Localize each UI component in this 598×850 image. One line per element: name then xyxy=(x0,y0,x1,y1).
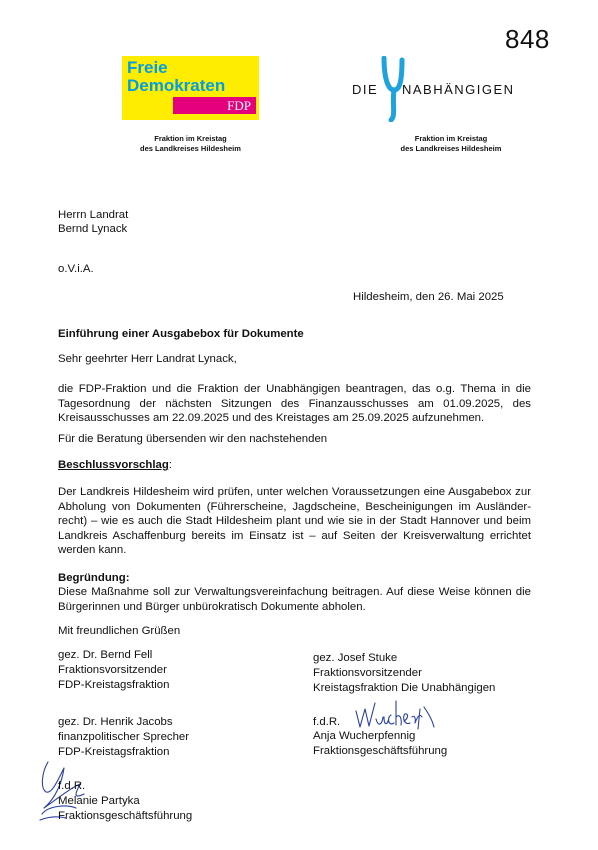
fdp-logo-word-1: Freie xyxy=(127,58,168,77)
fdp-logo-word-2: Demokraten xyxy=(127,76,226,95)
fraktion-right-line-1: Fraktion im Kreistag xyxy=(414,134,488,143)
letter-subject: Einführung einer Ausgabebox für Dokumente xyxy=(58,328,304,340)
recipient-name: Bernd Lynack xyxy=(58,223,128,235)
signature-block-jacobs xyxy=(58,715,189,760)
signature-role: Fraktionsgeschäftsführung xyxy=(313,745,448,757)
page-number: 848 xyxy=(505,24,550,54)
begruendung-heading: Begründung: xyxy=(58,572,130,584)
beschluss-colon: : xyxy=(168,459,172,471)
request-paragraph: die FDP-Fraktion und die Fraktion der Unabhängigen beantragen, das o.g. Thema in die Tagesordnung der nächsten Sitzungen des Finanzausschusses am 01.09.2025, des Kreisausschusses am 22.09.2025 und des Kreistages am 25.09.2025 aufzunehmen. xyxy=(58,383,531,424)
fraktion-label-right xyxy=(376,134,526,154)
signature-role: Fraktionsgeschäftsführung xyxy=(58,810,193,822)
handwritten-signature-wucherpfennig xyxy=(354,699,436,733)
signature-name: Anja Wucherpfennig xyxy=(313,730,416,742)
signature-name: gez. Josef Stuke xyxy=(313,652,398,664)
beschluss-heading: Beschlussvorschlag xyxy=(58,459,169,471)
fdp-logo-bar xyxy=(173,97,256,114)
signature-block-wucherpfennig xyxy=(313,729,447,759)
signature-role: Fraktionsvorsitzender xyxy=(58,664,167,676)
unabhaengige-logo-text: NABHÄNGIGEN xyxy=(402,82,515,97)
beschluss-text: Der Landkreis Hildesheim wird prüfen, unter welchen Voraussetzungen eine Ausgabebox zur Abholung von Dokumenten (Führerscheine, Jagdscheine, Bescheinigungen im Ausländer-recht) – wie es auch die Stadt Hildesheim plant und wie sie in der Stadt Hannover und beim Landkreis Aschaffenburg bereits im Einsatz ist – auf Seiten der Kreisverwaltung errichtet werden kann. xyxy=(58,486,531,556)
fdp-logo-party: FDP xyxy=(227,98,251,113)
signature-block-stuke xyxy=(313,651,495,696)
signature-name: gez. Dr. Bernd Fell xyxy=(58,649,153,661)
recipient-title: Herrn Landrat xyxy=(58,209,129,221)
fraktion-left-line-1: Fraktion im Kreistag xyxy=(154,134,227,143)
signature-role: finanzpolitischer Sprecher xyxy=(58,731,190,743)
signature-prefix: f.d.R. xyxy=(58,780,86,792)
signature-block-partyka xyxy=(58,779,192,824)
signature-fdr-prefix: f.d.R. xyxy=(313,716,341,728)
begruendung-text: Diese Maßnahme soll zur Verwaltungsvereinfachung beitragen. Auf diese Weise können die Bürgerinnen und Bürger unbürokratisch Dokumente abholen. xyxy=(58,586,531,613)
signature-org: Kreistagsfraktion Die Unabhängigen xyxy=(313,682,496,694)
fraktion-left-line-2: des Landkreises Hildesheim xyxy=(140,144,241,153)
fdp-logo xyxy=(122,56,259,120)
signature-name: gez. Dr. Henrik Jacobs xyxy=(58,716,173,728)
fraktion-label-left xyxy=(122,134,259,154)
beschluss-heading-line xyxy=(58,458,172,473)
signature-role: Fraktionsvorsitzender xyxy=(313,667,422,679)
unabhaengige-logo-die: DIE xyxy=(352,82,379,97)
ovia-note: o.V.i.A. xyxy=(58,263,94,275)
closing: Mit freundlichen Grüßen xyxy=(58,625,181,637)
salutation: Sehr geehrter Herr Landrat Lynack, xyxy=(58,353,237,365)
signature-name: Melanie Partyka xyxy=(58,795,140,807)
signature-org: FDP-Kreistagsfraktion xyxy=(58,746,170,758)
fraktion-right-line-2: des Landkreises Hildesheim xyxy=(400,144,502,153)
signature-block-fell xyxy=(58,648,169,693)
lead-sentence: Für die Beratung übersenden wir den nachstehenden xyxy=(58,433,328,445)
signature-org: FDP-Kreistagsfraktion xyxy=(58,679,170,691)
letter-date: Hildesheim, den 26. Mai 2025 xyxy=(353,291,504,303)
